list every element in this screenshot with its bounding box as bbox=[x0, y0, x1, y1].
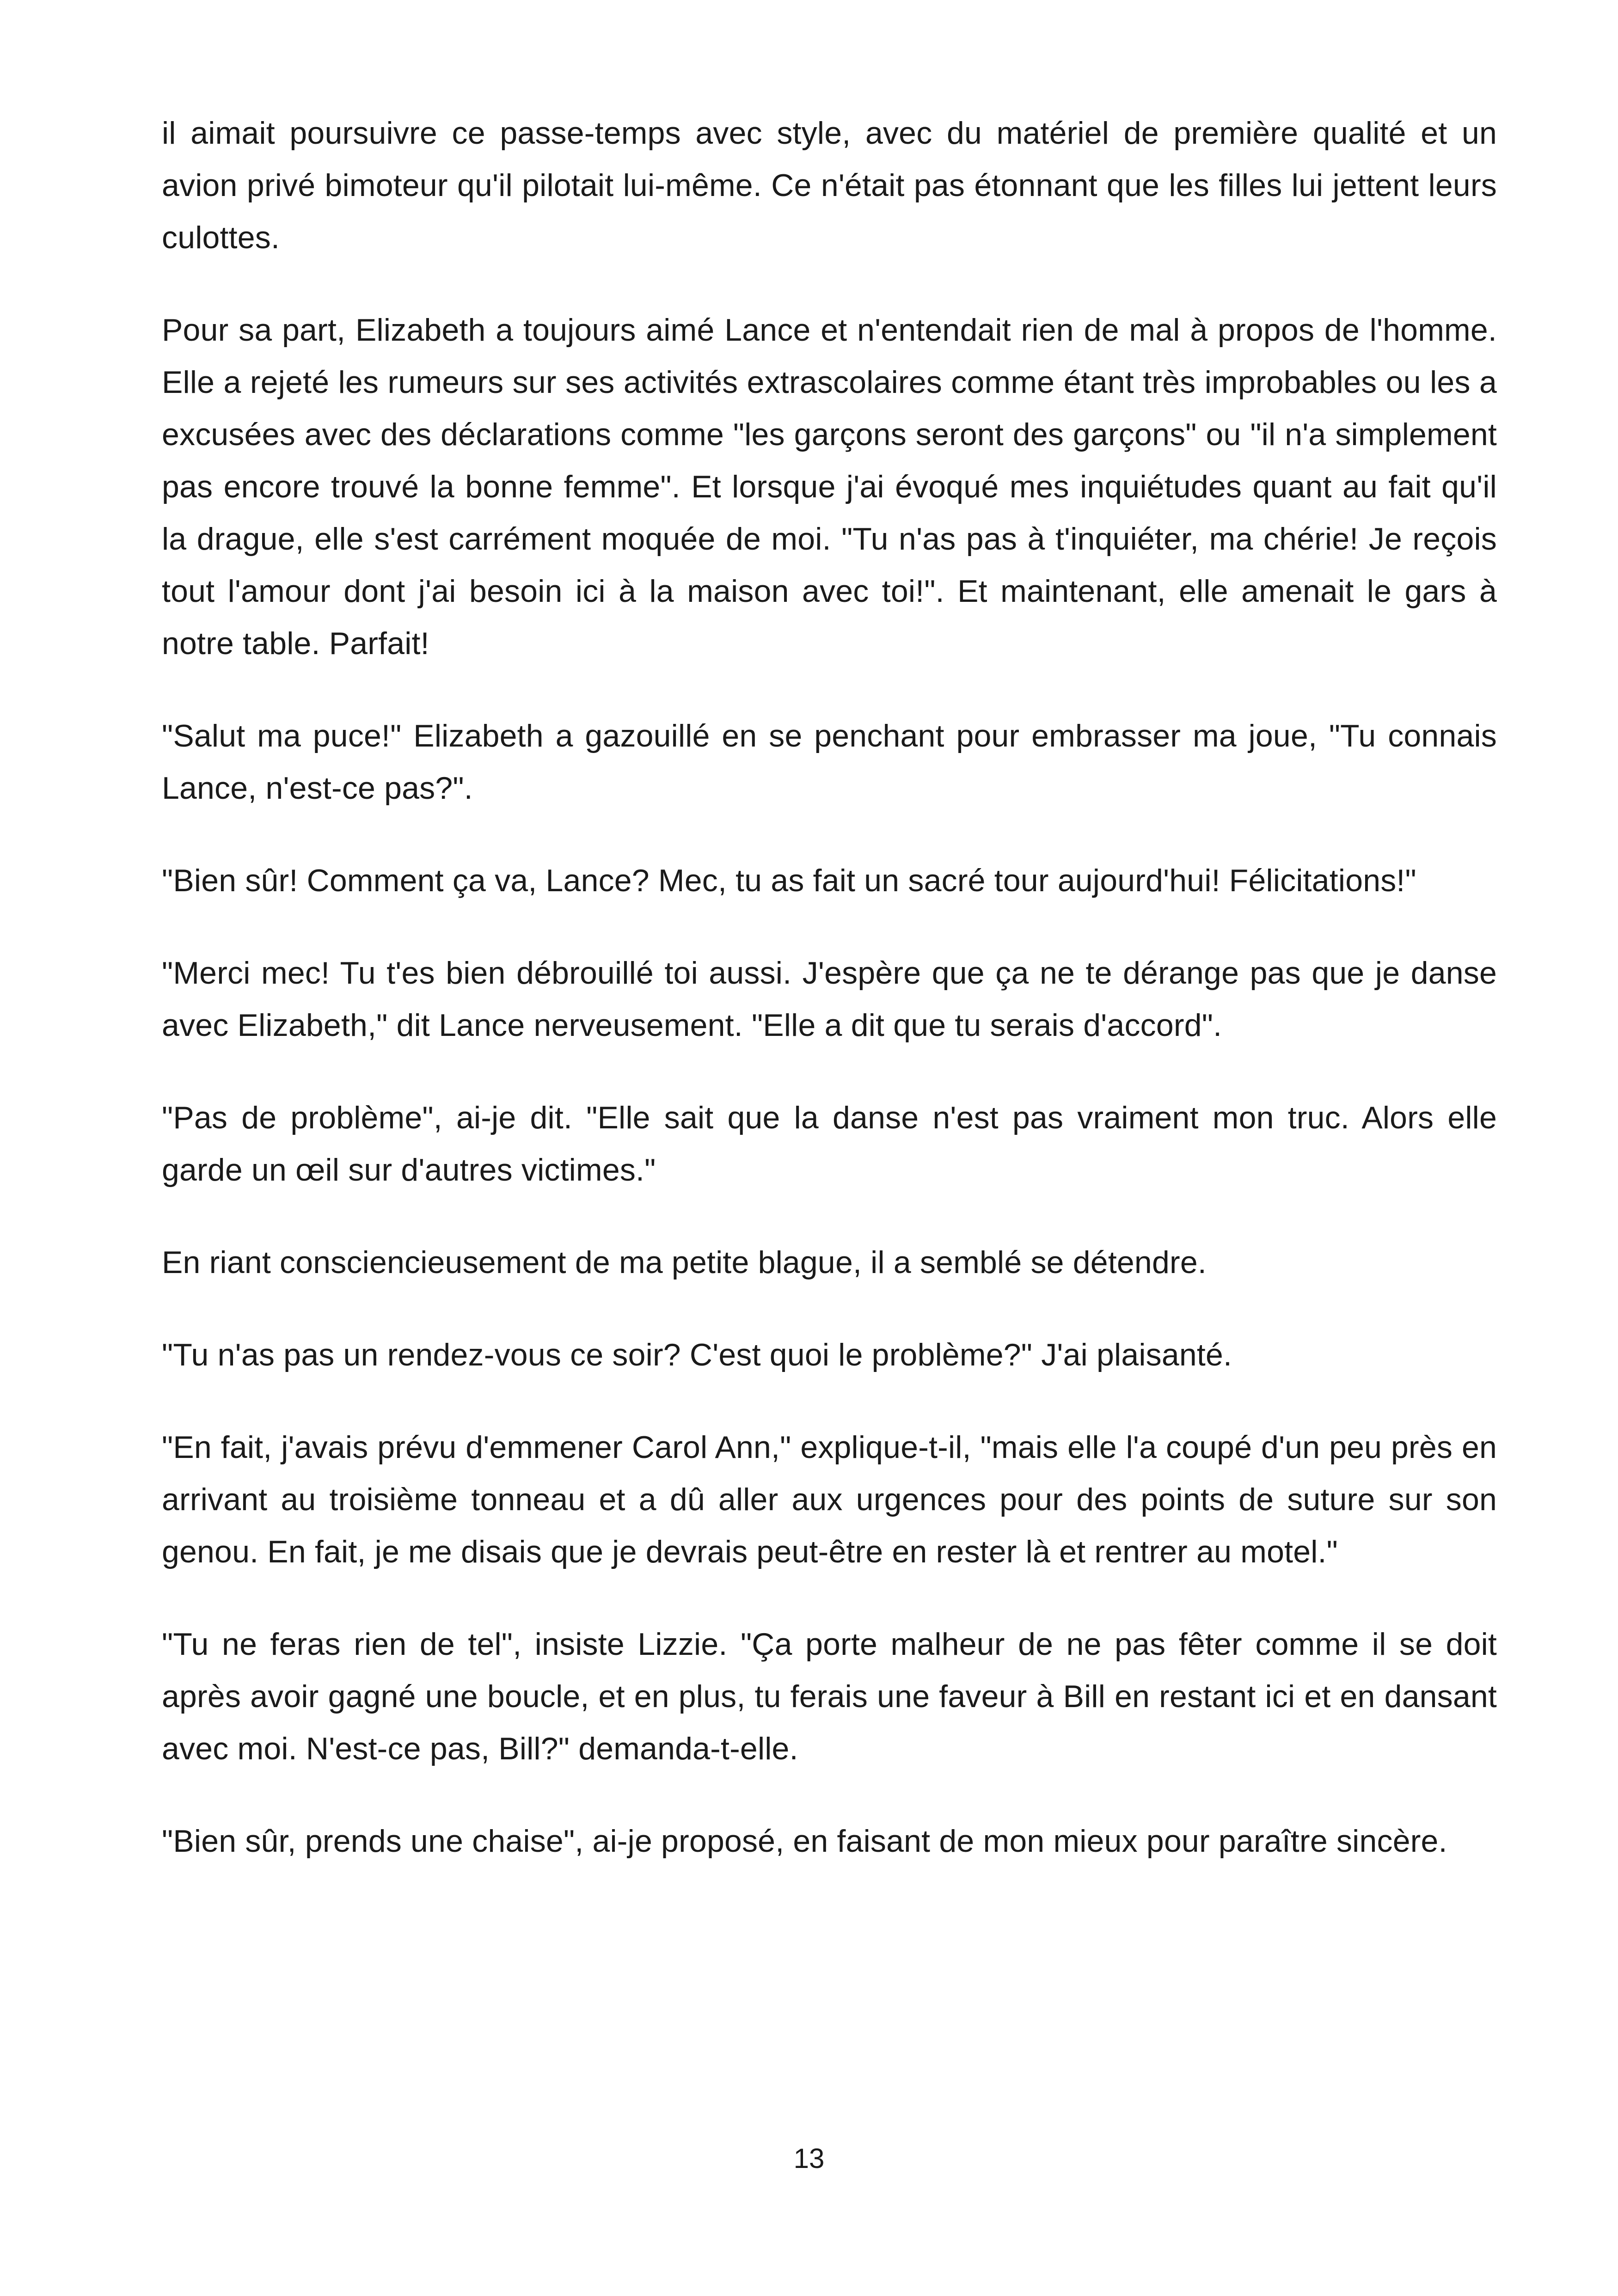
paragraph: Pour sa part, Elizabeth a toujours aimé Lance et n'entendait rien de mal à propos de l'homme. Elle a rejeté les rumeurs sur ses activités extrascolaires comme étant très improbables ou les a excusées avec des déclarations comme "les garçons seront des garçons" ou "il n'a simplement pas encore trouvé la bonne femme". Et lorsque j'ai évoqué mes inquiétudes quant au fait qu'il la drague, elle s'est carrément moquée de moi. "Tu n'as pas à t'inquiéter, ma chérie! Je reçois tout l'amour dont j'ai besoin ici à la maison avec toi!". Et maintenant, elle amenait le gars à notre table. Parfait! bbox=[162, 312, 1497, 661]
paragraph: "Merci mec! Tu t'es bien débrouillé toi aussi. J'espère que ça ne te dérange pas que je danse avec Elizabeth," dit Lance nerveusement. "Elle a dit que tu serais d'accord". bbox=[162, 955, 1497, 1043]
paragraph: "Bien sûr! Comment ça va, Lance? Mec, tu as fait un sacré tour aujourd'hui! Félicitations!" bbox=[162, 863, 1416, 898]
paragraph: il aimait poursuivre ce passe-temps avec style, avec du matériel de première qualité et un avion privé bimoteur qu'il pilotait lui-même. Ce n'était pas étonnant que les filles lui jettent leurs culottes. bbox=[162, 116, 1497, 255]
paragraph: "Pas de problème", ai-je dit. "Elle sait que la danse n'est pas vraiment mon truc. Alors elle garde un œil sur d'autres victimes." bbox=[162, 1100, 1497, 1188]
body-text bbox=[162, 107, 1497, 1867]
paragraph: "En fait, j'avais prévu d'emmener Carol Ann," explique-t-il, "mais elle l'a coupé d'un peu près en arrivant au troisième tonneau et a dû aller aux urgences pour des points de suture sur son genou. En fait, je me disais que je devrais peut-être en rester là et rentrer au motel." bbox=[162, 1430, 1497, 1569]
page-number: 13 bbox=[793, 2143, 825, 2174]
paragraph: En riant consciencieusement de ma petite blague, il a semblé se détendre. bbox=[162, 1245, 1207, 1280]
paragraph: "Salut ma puce!" Elizabeth a gazouillé en se penchant pour embrasser ma joue, "Tu connais Lance, n'est-ce pas?". bbox=[162, 718, 1497, 806]
paragraph: "Tu ne feras rien de tel", insiste Lizzie. "Ça porte malheur de ne pas fêter comme il se doit après avoir gagné une boucle, et en plus, tu ferais une faveur à Bill en restant ici et en dansant avec moi. N'est-ce pas, Bill?" demanda-t-elle. bbox=[162, 1627, 1497, 1766]
paragraph: "Bien sûr, prends une chaise", ai-je proposé, en faisant de mon mieux pour paraître sincère. bbox=[162, 1824, 1447, 1859]
paragraph: "Tu n'as pas un rendez-vous ce soir? C'est quoi le problème?" J'ai plaisanté. bbox=[162, 1337, 1232, 1372]
